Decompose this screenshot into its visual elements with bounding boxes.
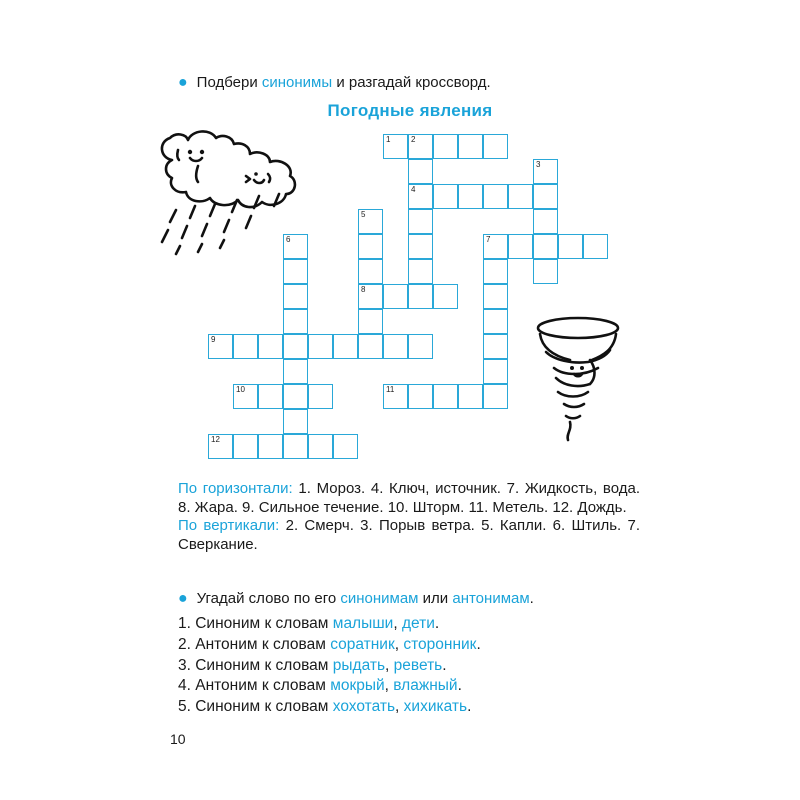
clue-number: 4 [411,185,416,194]
crossword-cell[interactable] [358,309,383,334]
guess-word-list [178,614,481,718]
list-item: 1. Синоним к словам малыши, дети. [178,615,440,632]
crossword-cell[interactable] [408,234,433,259]
crossword-cell[interactable] [533,234,558,259]
crossword-cell[interactable] [258,384,283,409]
crossword-cell[interactable] [408,134,433,159]
crossword-cell[interactable] [533,209,558,234]
crossword-cell[interactable] [533,184,558,209]
crossword-cell[interactable] [533,259,558,284]
clue-number: 3 [536,160,541,169]
crossword-cell[interactable] [358,259,383,284]
list-item: 3. Синоним к словам рыдать, реветь. [178,656,447,674]
crossword-cell[interactable] [408,259,433,284]
down-label: По вертикали: [178,517,280,534]
crossword-cell[interactable] [483,284,508,309]
crossword-cell[interactable] [308,334,333,359]
crossword-cell[interactable] [508,184,533,209]
crossword-cell[interactable] [433,134,458,159]
crossword-cell[interactable] [408,184,433,209]
crossword-cell[interactable] [408,384,433,409]
crossword-cell[interactable] [433,384,458,409]
highlight-synonyms: синонимам [340,590,419,607]
crossword-title: Погодные явления [327,101,493,120]
crossword-cell[interactable] [333,334,358,359]
crossword-cell[interactable] [483,334,508,359]
crossword-cell[interactable] [358,284,383,309]
crossword-cell[interactable] [483,134,508,159]
crossword-cell[interactable] [208,434,233,459]
list-item: 4. Антоним к словам мокрый, влажный. [178,677,462,695]
highlight-synonyms: синонимы [261,74,333,91]
crossword-cell[interactable] [283,409,308,434]
crossword-cell[interactable] [358,234,383,259]
crossword-cell[interactable] [408,284,433,309]
crossword-cell[interactable] [458,184,483,209]
crossword-cell[interactable] [283,284,308,309]
crossword-cell[interactable] [433,284,458,309]
crossword-cell[interactable] [283,334,308,359]
crossword-cell[interactable] [283,309,308,334]
list-item: 5. Синоним к словам хохотать, хихикать. [178,698,472,716]
crossword-cell[interactable] [358,209,383,234]
crossword-cell[interactable] [383,334,408,359]
crossword-cell[interactable] [383,284,408,309]
crossword-cell[interactable] [483,234,508,259]
crossword-cell[interactable] [458,384,483,409]
crossword-cell[interactable] [483,309,508,334]
clue-number: 9 [211,335,216,344]
clue-number: 11 [386,385,395,394]
crossword-cell[interactable] [458,134,483,159]
task-2-instruction: ● Угадай слово по его синонимам или антонимам. [178,590,534,607]
crossword-cell[interactable] [233,384,258,409]
crossword-cell[interactable] [333,434,358,459]
crossword-cell[interactable] [233,434,258,459]
crossword-cell[interactable] [408,209,433,234]
bullet-icon: ● [178,590,188,607]
crossword-cell[interactable] [433,184,458,209]
clue-number: 8 [361,285,366,294]
crossword-cell[interactable] [408,334,433,359]
crossword-cell[interactable] [408,159,433,184]
crossword-cell[interactable] [283,259,308,284]
crossword-cell[interactable] [258,434,283,459]
crossword-cell[interactable] [283,434,308,459]
clue-number: 6 [286,235,291,244]
clue-number: 5 [361,210,366,219]
down-text: 2. Смерч. 3. Порыв ветра. 5. Капли. 6. Штиль. 7. Сверкание. [178,517,640,553]
crossword-cell[interactable] [283,234,308,259]
clue-number: 2 [411,135,416,144]
crossword-cell[interactable] [483,384,508,409]
crossword-cell[interactable] [508,234,533,259]
crossword-cell[interactable] [383,134,408,159]
crossword-cell[interactable] [308,434,333,459]
crossword-cell[interactable] [358,334,383,359]
across-text: 1. Мороз. 4. Ключ, источник. 7. Жидкость, вода. 8. Жара. 9. Сильное течение. 10. Шторм. 11. Метель. 12. Дождь. [178,480,640,516]
clue-number: 12 [211,435,220,444]
crossword-cell[interactable] [283,384,308,409]
clues-down [178,517,640,554]
page-number: 10 [170,731,186,747]
highlight-antonyms: антонимам [452,590,530,607]
across-label: По горизонтали: [178,480,293,497]
crossword-cell[interactable] [258,334,283,359]
crossword-clues [178,480,640,554]
crossword-cell[interactable] [558,234,583,259]
crossword-cell[interactable] [533,159,558,184]
list-item: 2. Антоним к словам соратник, сторонник. [178,635,481,653]
crossword-cell[interactable] [208,334,233,359]
crossword-cell[interactable] [483,259,508,284]
crossword-cell[interactable] [283,359,308,384]
bullet-icon: ● [178,74,188,91]
clue-number: 10 [236,385,245,394]
clue-number: 1 [386,135,391,144]
crossword-cell[interactable] [308,384,333,409]
crossword-cell[interactable] [483,184,508,209]
clues-across [178,480,640,517]
crossword-cell[interactable] [233,334,258,359]
crossword-cell[interactable] [583,234,608,259]
task-1-instruction: ● Подбери синонимы и разгадай кроссворд. [178,74,491,91]
crossword-cell[interactable] [383,384,408,409]
crossword-cell[interactable] [483,359,508,384]
clue-number: 7 [486,235,491,244]
